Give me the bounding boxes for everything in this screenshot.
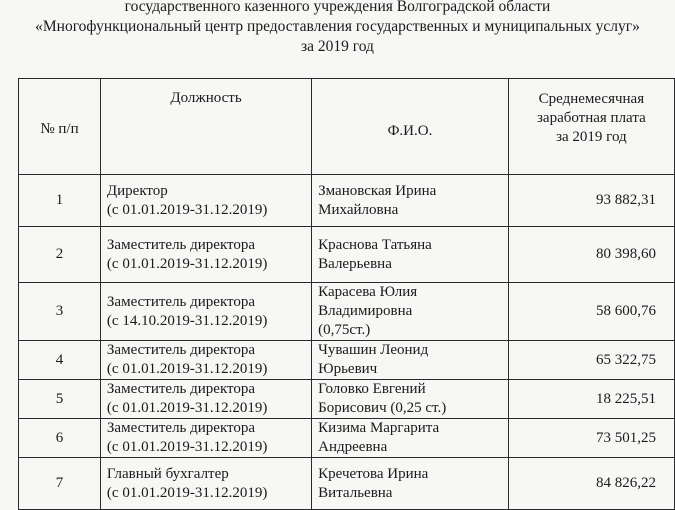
table-row [19,458,675,510]
column-header-fio: Ф.И.О. [312,79,509,175]
row-salary: 73 501,25 [508,419,674,458]
table-row [19,227,675,283]
row-num: 1 [19,175,101,227]
row-position: Главный бухгалтер (с 01.01.2019-31.12.2019) [100,458,311,510]
table-row [19,419,675,458]
row-fio: Головко Евгений Борисович (0,25 ст.) [312,380,509,419]
row-num: 5 [19,380,101,419]
row-position: Заместитель директора (с 01.01.2019-31.12.2019) [100,341,311,380]
row-position: Заместитель директора (с 01.01.2019-31.12.2019) [100,419,311,458]
header-line-1: государственного казенного учреждения Волгоградской области [124,0,551,15]
column-header-num: № п/п [19,79,101,175]
row-fio: Змановская Ирина Михайловна [312,175,509,227]
header-line-3: за 2019 год [301,38,374,55]
table-row [19,283,675,341]
row-position: Директор (с 01.01.2019-31.12.2019) [100,175,311,227]
row-num: 2 [19,227,101,283]
table-row [19,380,675,419]
row-salary: 18 225,51 [508,380,674,419]
row-fio: Кречетова Ирина Витальевна [312,458,509,510]
row-fio: Чувашин Леонид Юрьевич [312,341,509,380]
row-salary: 58 600,76 [508,283,674,341]
row-salary: 84 826,22 [508,458,674,510]
column-header-position: Должность [100,79,311,175]
row-position: Заместитель директора (с 01.01.2019-31.12.2019) [100,227,311,283]
row-salary: 65 322,75 [508,341,674,380]
table-header-row [19,79,675,175]
row-position: Заместитель директора (с 01.01.2019-31.12.2019) [100,380,311,419]
row-fio: Краснова Татьяна Валерьевна [312,227,509,283]
row-fio: Карасева Юлия Владимировна (0,75ст.) [312,283,509,341]
column-header-salary: Среднемесячная заработная плата за 2019 год [508,79,674,175]
row-num: 7 [19,458,101,510]
row-position: Заместитель директора (с 14.10.2019-31.12.2019) [100,283,311,341]
row-num: 4 [19,341,101,380]
table-row [19,175,675,227]
row-num: 6 [19,419,101,458]
header-line-2: «Многофункциональный центр предоставления государственных и муниципальных услуг» [35,18,640,35]
salary-table [18,78,675,510]
table-row [19,341,675,380]
row-salary: 93 882,31 [508,175,674,227]
row-fio: Кизима Маргарита Андреевна [312,419,509,458]
row-num: 3 [19,283,101,341]
row-salary: 80 398,60 [508,227,674,283]
